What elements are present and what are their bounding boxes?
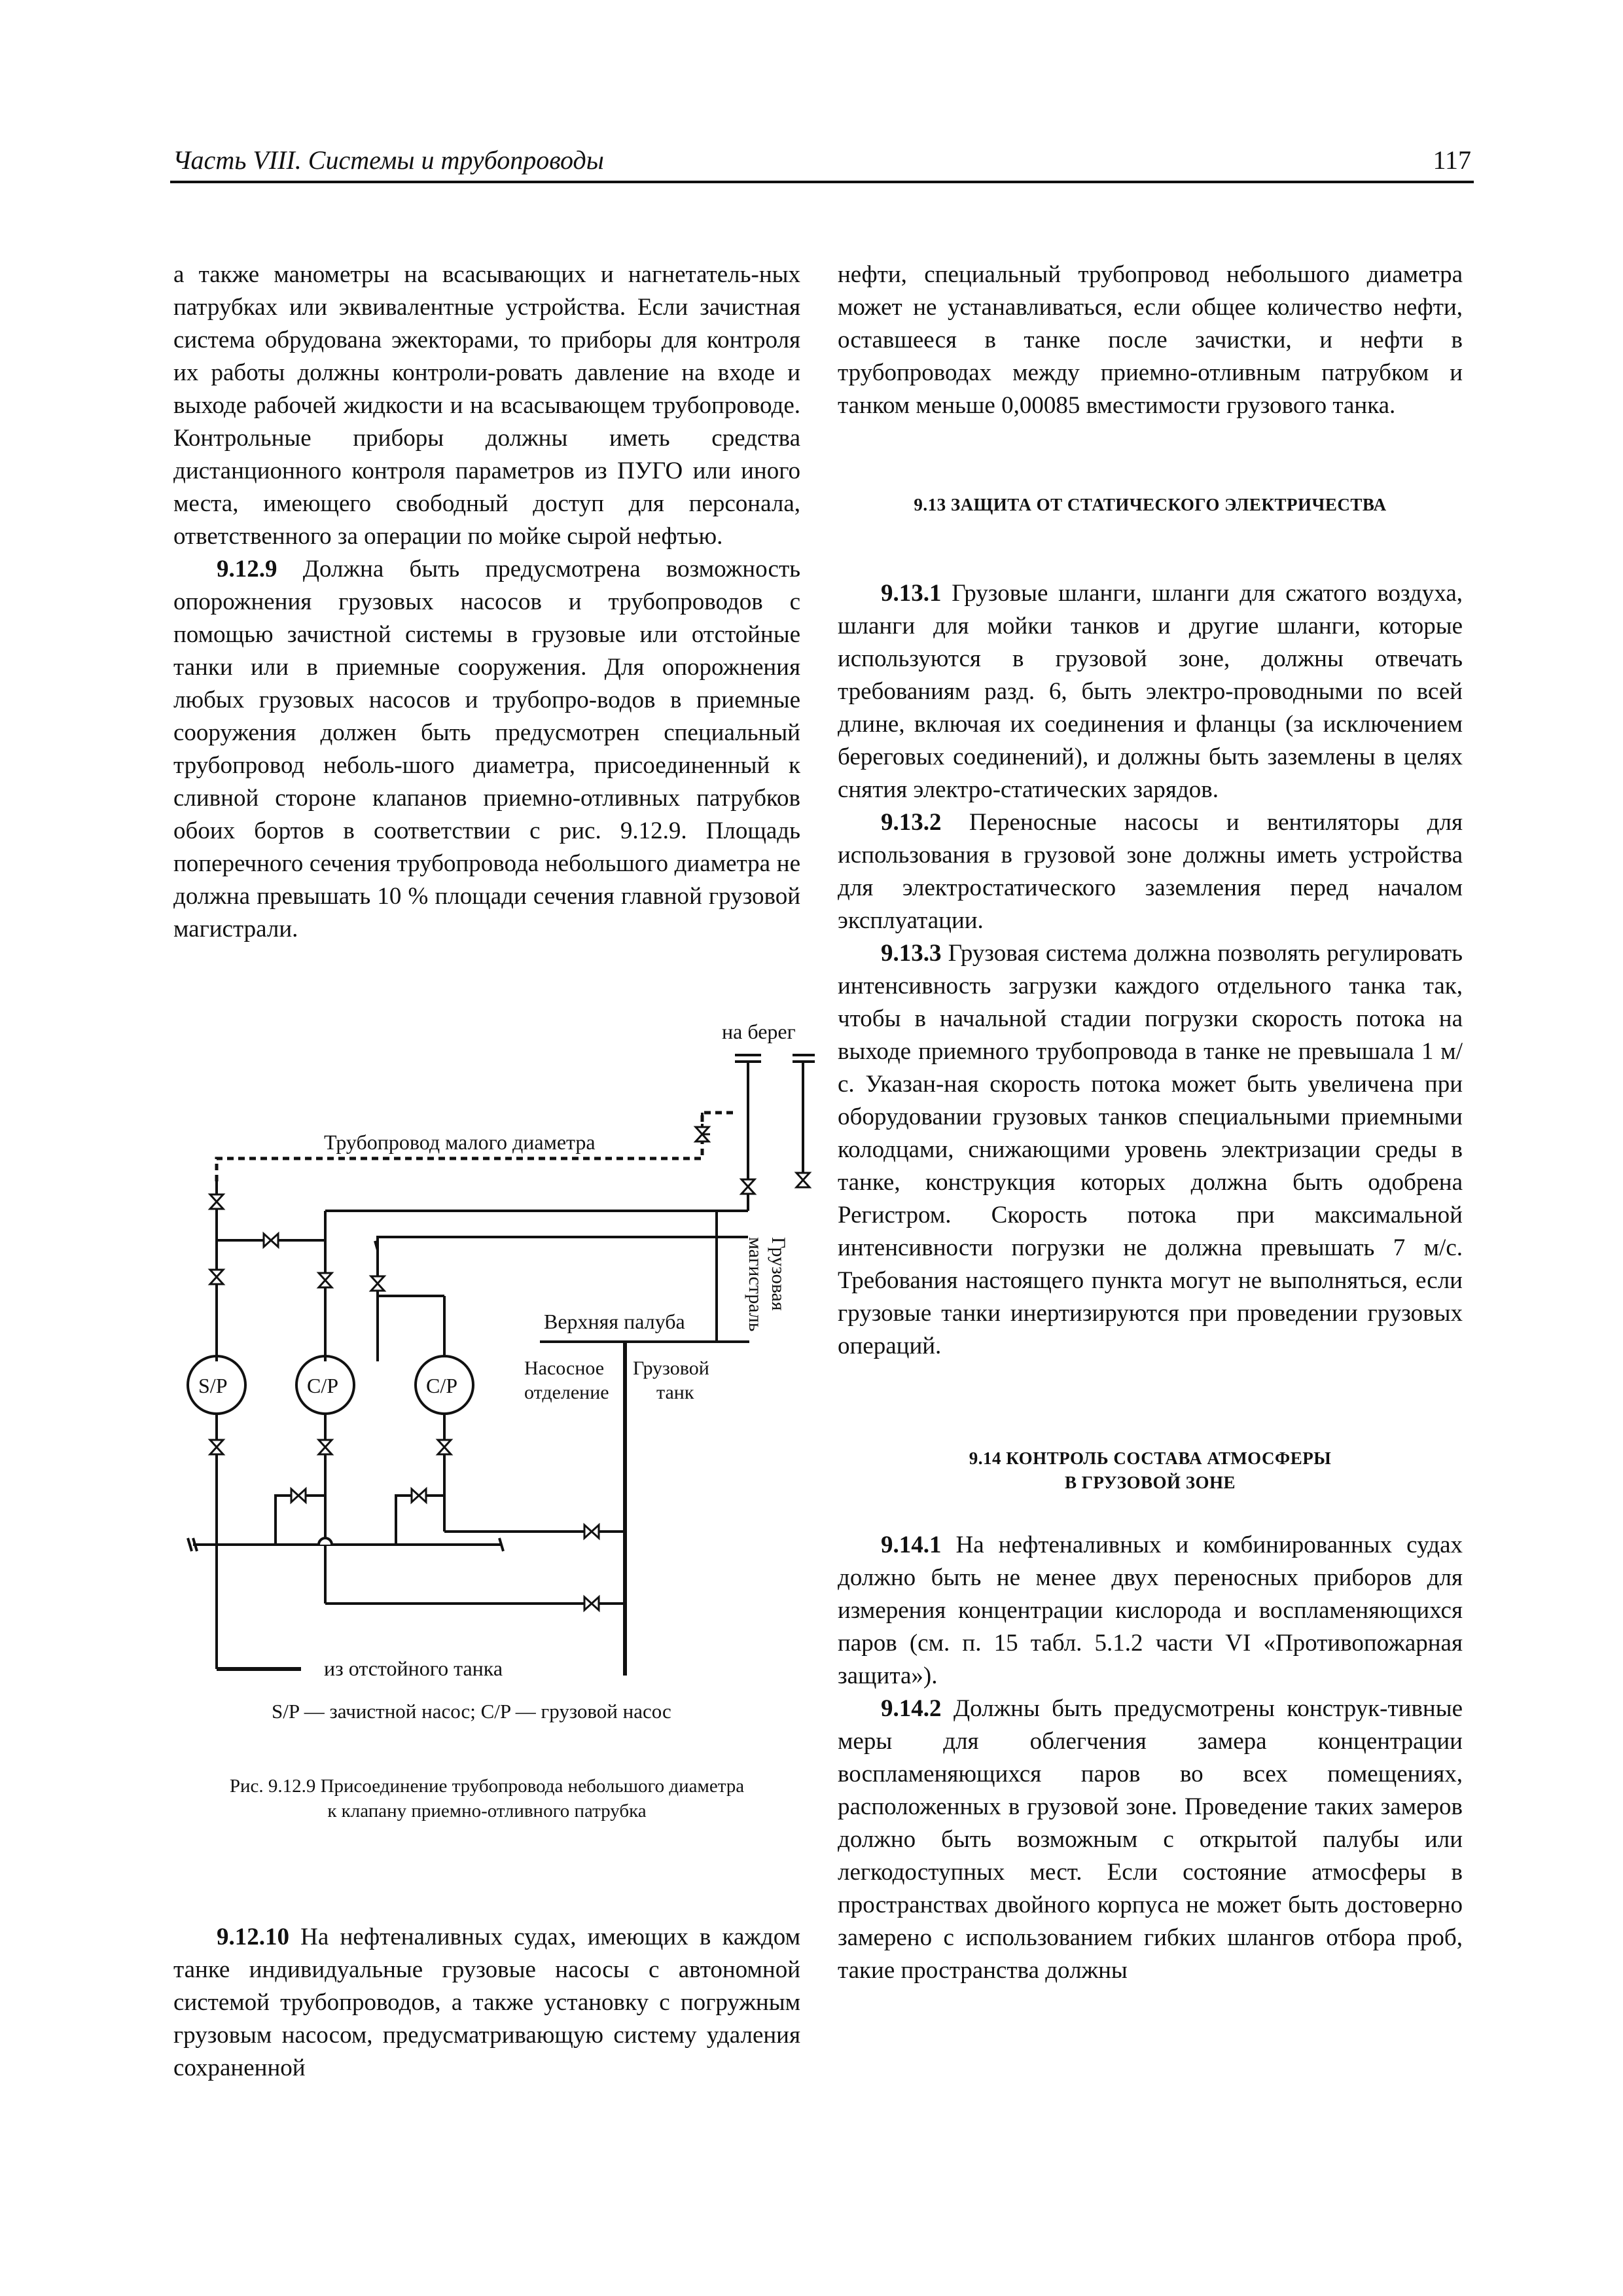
paragraph-9-13-3 [838,937,1463,1363]
figure-9-12-9 [173,1021,815,1924]
running-header [170,139,1474,183]
figure-caption [173,1774,800,1823]
valve-suction [584,1525,599,1538]
valve-small-pipe [696,1127,710,1141]
label-from-slop: из отстойного танка [324,1657,503,1680]
label-main-line-1: Грузовая [768,1237,789,1311]
piping-diagram [173,1021,815,1754]
clause-number: 9.12.9 [217,556,277,583]
clause-number: 9.14.1 [881,1532,942,1558]
section-heading-9-13: 9.13 ЗАЩИТА ОТ СТАТИЧЕСКОГО ЭЛЕКТРИЧЕСТВА [914,495,1387,514]
label-cargo-tank-2: танк [656,1382,694,1403]
label-pump-room-2: отделение [524,1382,609,1403]
clause-text: Должна быть предусмотрена возможность опорожнения грузовых насосов и трубопроводов с помощью зачистной системы в грузовые или отстойные танки или в приемные сооружения. Для опорожнения любых грузовых насосов и трубопро-водов в приемные сооружения должен быть предусмотрен специальный трубопровод неболь-шого диаметра, присоединенный к сливной стороне клапанов приемно-отливных патрубков обоих бортов в соответствии с рис. 9.12.9. Площадь поперечного сечения трубопровода небольшого диаметра не должна превышать 10 % площади сечения главной грузовой магистрали. [173,556,800,942]
pump-cp-1-label: C/P [307,1374,339,1397]
paragraph-9-12-10 [173,1921,800,2085]
valve-main-line-a [741,1179,755,1194]
left-column-bottom [173,1921,800,2085]
page-number: 117 [1433,145,1471,175]
figure-caption-line-1: Рис. 9.12.9 Присоединение трубопровода небольшого диаметра [229,1776,745,1797]
clause-text: На нефтеналивных судах, имеющих в каждом танке индивидуальные грузовые насосы с автономной системой трубопроводов, а также установку с погружным грузовым насосом, предусматривающую систему удаления сохраненной [173,1924,800,2081]
left-column [173,259,800,946]
clause-number: 9.13.3 [881,940,942,967]
valve-cross-1 [291,1489,306,1502]
clause-number: 9.13.2 [881,809,942,836]
paragraph-continued-right: нефти, специальный трубопровод небольшого диаметра может не устанавливаться, если общее количество нефти, оставшееся в танке после зачистки, и нефти в трубопроводах между приемно-отливным патрубком и танком меньше 0,00085 вместимости грузового танка. [838,261,1463,419]
paragraph-9-14-1 [838,1529,1463,1693]
valve-cp1-lower [319,1440,332,1454]
label-to-shore: на берег [722,1021,796,1043]
valve-cp1-upper [319,1273,332,1287]
clause-number: 9.14.2 [881,1695,942,1722]
label-main-line-2: магистраль [745,1237,766,1332]
label-pump-room-1: Насосное [524,1357,605,1379]
valve-main-line-b [796,1173,810,1187]
label-small-pipe: Трубопровод малого диаметра [324,1130,596,1154]
valve-sp-upper [210,1194,223,1209]
valve-sp-cross [264,1234,278,1247]
section-heading-9-14-line-1: 9.14 КОНТРОЛЬ СОСТАВА АТМОСФЕРЫ [969,1448,1332,1468]
clause-text: Грузовые шланги, шланги для сжатого воздуха, шланги для мойки танков и другие шланги, которые используются в грузовой зоне, должны отвечать требованиям разд. 6, быть электро-проводными по всей длине, включая их соединения и фланцы (за исключением береговых соединений), и должны быть заземлены в целях снятия электро-статических зарядов. [838,580,1463,803]
clause-text: Грузовая система должна позволять регулировать интенсивность загрузки каждого отдельного танка так, чтобы в начальной стадии погрузки скорость потока на выходе приемного трубопровода в танке не превышала 1 м/с. Указан-ная скорость потока может быть увеличена при оборудовании грузовых танков специальными приемными колодцами, снижающими уровень электризации среды в танке, конструкция которых должна быть одобрена Регистром. Скорость потока при максимальной интенсивности погрузки не должна превышать 7 м/с. Требования настоящего пункта могут не выполняться, если грузовые танки инертизируются при проведении грузовых операций. [838,940,1463,1359]
figure-legend: S/P — зачистной насос; C/P — грузовой насос [272,1700,671,1723]
valve-sp-mid [210,1270,223,1284]
paragraph-9-13-1 [838,577,1463,806]
clause-number: 9.13.1 [881,580,942,607]
valve-cp2-lower [438,1440,451,1454]
valve-cross-2 [412,1489,426,1502]
pump-sp-label: S/P [198,1374,228,1397]
valve-sp-lower [210,1440,223,1454]
label-cargo-tank-1: Грузовой [633,1357,709,1379]
valve-lower-line [584,1597,599,1610]
paragraph-9-13-2 [838,806,1463,937]
paragraph-continued-left: а также манометры на всасывающих и нагнетатель-ных патрубках или эквивалентные устройства. Если зачистная система обрудована эжекторами, то приборы для контроля их работы должны контроли-ровать давление на входе и выходе рабочей жидкости и на всасывающем трубопроводе. Контрольные приборы должны иметь средства дистанционного контроля параметров из ПУГО или иного места, имеющего свободный доступ для персонала, ответственного за операции по мойке сырой нефтью. [173,261,800,550]
header-title: Часть VIII. Системы и трубопроводы [173,145,604,175]
figure-caption-line-2: к клапану приемно-отливного патрубка [327,1801,647,1821]
paragraph-9-14-2 [838,1693,1463,1987]
label-upper-deck: Верхняя палуба [544,1310,685,1333]
clause-text: На нефтеналивных и комбинированных судах должно быть не менее двух переносных приборов для измерения концентрации кислорода и воспламеняющихся паров (см. п. 15 табл. 5.1.2 части VI «Противопожарная защита»). [838,1532,1463,1689]
paragraph-9-12-9 [173,553,800,946]
section-heading-9-14-line-2: В ГРУЗОВОЙ ЗОНЕ [1065,1473,1236,1492]
pump-cp-2-label: C/P [426,1374,458,1397]
right-column [838,259,1463,1987]
clause-text: Должны быть предусмотрены конструк-тивные меры для облегчения замера концентрации воспламеняющихся паров во всех помещениях, расположенных в грузовой зоне. Проведение таких замеров должно быть возможным с открытой палубы или легкодоступных мест. Если состояние атмосферы в пространствах двойного корпуса не может быть достоверно замерено с использованием гибких шлангов отбора проб, такие пространства должны [838,1695,1463,1984]
clause-text: Переносные насосы и вентиляторы для использования в грузовой зоне должны иметь устройства для электростатического заземления перед началом эксплуатации. [838,809,1463,934]
section-heading-9-14 [838,1446,1463,1495]
clause-number: 9.12.10 [217,1924,289,1950]
valve-cp2-upper [371,1276,384,1291]
